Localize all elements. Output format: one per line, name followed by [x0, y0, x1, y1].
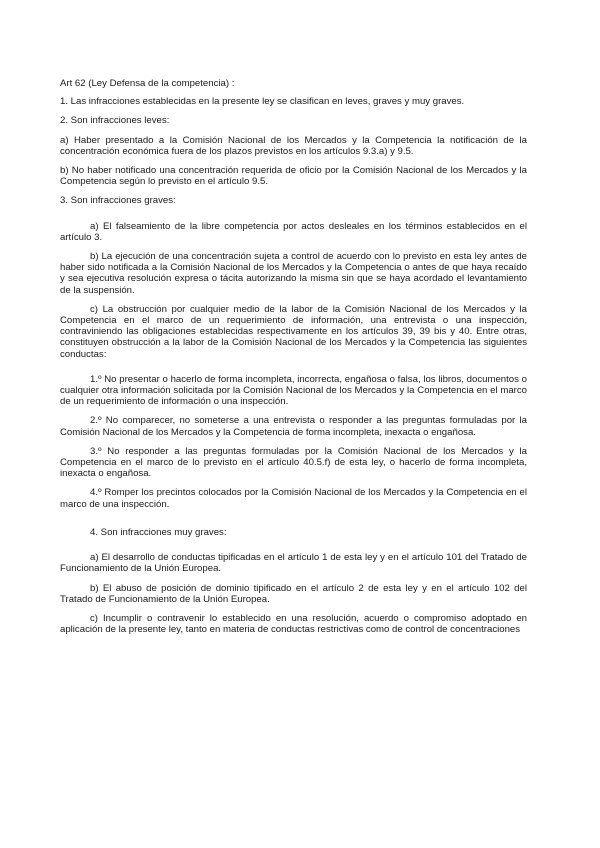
section-title-leves: 2. Son infracciones leves:: [60, 115, 170, 127]
section-title-graves: 3. Son infracciones graves:: [60, 195, 176, 207]
graves-item-a: a) El falseamiento de la libre competencia por actos desleales en los términos establecidos en el artículo 3.: [60, 220, 527, 243]
document-body: [60, 78, 527, 643]
article-heading: Art 62 (Ley Defensa de la competencia) :: [60, 78, 235, 89]
graves-item-c: c) La obstrucción por cualquier medio de la labor de la Comisión Nacional de los Mercados y la Competencia en el marco de un requerimiento de información, una entrevista o una inspección, contraviniendo las obligaciones establecidas respectivamente en los artículos 39, 39 bis y 40. Entre otras, constituyen obstrucción a la labor de la Comisión Nacional de los Mercados y la Competencia las siguientes conductas:: [60, 303, 527, 360]
graves-subitem-2: 2.º No comparecer, no someterse a una entrevista o responder a las preguntas formuladas por la Comisión Nacional de los Mercados y la Competencia de forma incompleta, inexacta o engañosa.: [60, 415, 527, 438]
paragraph-classification: 1. Las infracciones establecidas en la presente ley se clasifican en leves, graves y muy graves.: [60, 96, 465, 108]
section-title-muy-graves: 4. Son infracciones muy graves:: [90, 526, 227, 538]
graves-item-b: b) La ejecución de una concentración sujeta a control de acuerdo con lo previsto en esta ley antes de haber sido notificada a la Comisión Nacional de los Mercados y la Competencia o antes de que haya recaído y sea ejecutiva resolución expresa o tácita autorizando la misma sin que se haya acordado el levantamiento de la suspensión.: [60, 251, 527, 296]
muy-graves-item-b: b) El abuso de posición de dominio tipificado en el artículo 2 de esta ley y en el artículo 102 del Tratado de Funcionamiento de la Unión Europea.: [60, 582, 527, 605]
muy-graves-item-c: c) Incumplir o contravenir lo establecido en una resolución, acuerdo o compromiso adoptado en aplicación de la presente ley, tanto en materia de conductas restrictivas como de control de concentraciones: [60, 612, 527, 636]
leves-item-a: a) Haber presentado a la Comisión Nacional de los Mercados y la Competencia la notificación de la concentración económica fuera de los plazos previstos en los artículos 9.3.a) y 9.5.: [60, 134, 527, 157]
muy-graves-item-a: a) El desarrollo de conductas tipificadas en el artículo 1 de esta ley y en el artículo 101 del Tratado de Funcionamiento de la Unión Europea.: [60, 552, 527, 575]
graves-subitem-3: 3.º No responder a las preguntas formuladas por la Comisión Nacional de los Mercados y la Competencia en el marco de lo previsto en el artículo 40.5.f) de esta ley, o hacerlo de forma incompleta, inexacta o engañosa.: [60, 445, 527, 480]
graves-subitem-1: 1.º No presentar o hacerlo de forma incompleta, incorrecta, engañosa o falsa, los libros, documentos o cualquier otra información solicitada por la Comisión Nacional de los Mercados y la Competencia en el marco de un requerimiento de información o una inspección.: [60, 373, 527, 408]
leves-item-b: b) No haber notificado una concentración requerida de oficio por la Comisión Nacional de los Mercados y la Competencia según lo previsto en el artículo 9.5.: [60, 165, 527, 188]
graves-subitem-4: 4.º Romper los precintos colocados por la Comisión Nacional de los Mercados y la Competencia en el marco de una inspección.: [60, 487, 527, 510]
